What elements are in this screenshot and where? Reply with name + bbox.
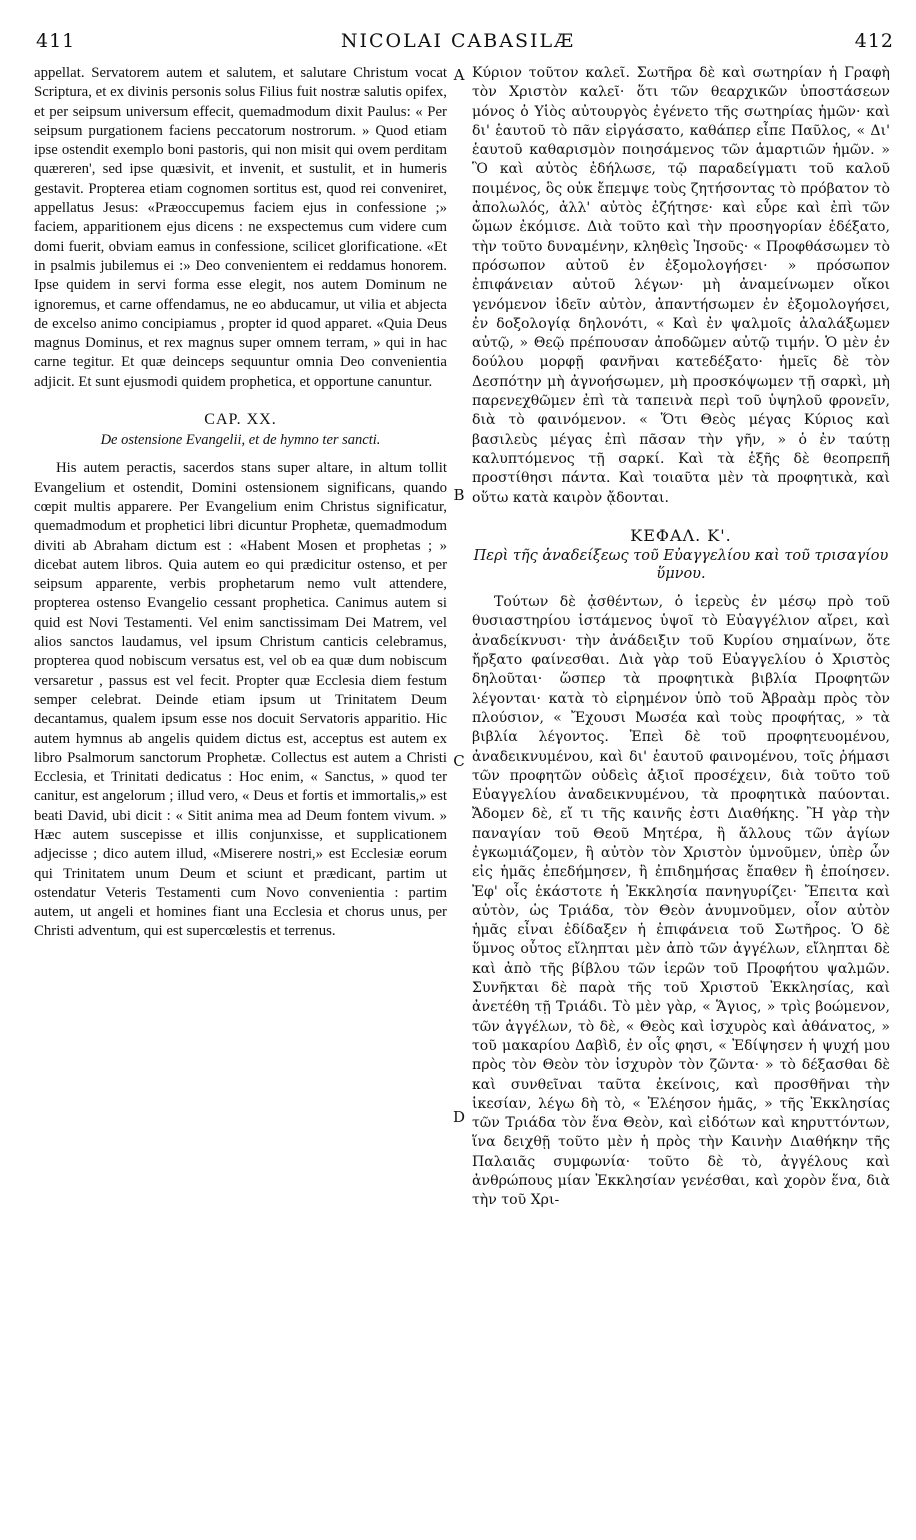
page-number-left: 411 [36,30,76,52]
latin-paragraph: appellat. Servatorem autem et salutem, et salutare Christum vocat Scriptura, et ex divinis personis solus Filius fuit nostræ salutis opifex, et per seipsum universum effecit, quemadmodum dixit Paulus: « Per seipsum purgationem faciens peccatorum nostrorum. » Quod etiam ipse ostendit exemplo boni pastoris, qui non misit qui ovem perditam quæreren', sed ipse quæsivit, et invenit, et sustulit, et in humeris gestavit. Propterea etiam cognomen sortitus est, quod rei conveniret, appellatus Jesus: «Præoccupemus faciem ejus in confessione ;» faciem, apparitionem ejus dicens : ne exspectemus cum videre cum domi fuerit, obviam eamus in confessione, scilicet glorificatione. «Et in psalmis jubilemus ei :» Deo convenientem ei reddamus honorem. Ipse quidem in servi forma esse elegit, nos autem Dominum ne ignoremus, et carne offendamus, ne eo abducamur, ut vilia et abjecta de excelso animo concipiamus , propter id quod apparet. «Quia Deus magnus Dominus, et rex magnus super omnem terram, » qui in hac carne tegitur. Et quæ deinceps sequuntur omnia Deo convenientia adjicit. Et sunt ejusmodi quidem prophetica, et opportune canuntur. [34,65,447,390]
greek-chapter-heading: ΚΕΦΑΛ. Κ'. [630,525,732,545]
margin-letter-b: B [453,486,465,504]
margin-letter-a: A [453,66,465,84]
margin-letter-d: D [452,1108,466,1126]
latin-paragraph: His autem peractis, sacerdos stans super altare, in altum tollit Evangelium et ostendit, Domini ostensionem significans, quando cœpit multis apparere. Per Evangelium enim Christus significatur, quemadmodum et prophetici libri dicuntur Prophetæ, quemadmodum diviti ab Abraham dictum est : «Habent Mosen et prophetas ; » dicebat autem libros. Quia autem eo qui prædicitur ostenso, et per seipsum apparente, verbis prophetarum nemo vult attendere, propterea ostenso Evangelio cessant prophetica. Canimus autem si quid est Novi Testamenti. Vel enim sanctissimam Dei Matrem, vel alios sanctos laudamus, vel ipsum Christum canticis celebramus, propterea quod nobiscum versatus est, vel ob ea quæ dum nobiscum versaretur , passus est vel fecit. Propter quæ Ecclesia diem festum semper celebrat. Deinde etiam ipsum ut Trinitatem Deum decantamus, qualem ipsum esse nos docuit Servatoris apparitio. Hic autem hymnus ab angelis quidem dictus est, acceptus est autem ex libro Psalmorum sanctorum Prophetæ. Collectus est autem a Christi Ecclesia, et Trinitati dedicatus : Hoc enim, « Sanctus, » quod ter canitur, est angelorum ; illud vero, « Deus et fortis et immortalis,» est beati David, ubi dicit : « Sitit anima mea ad Deum fontem vivum. » Hæc autem suscepisse et illis conjunxisse, et supplicationem adjecisse ; dico autem illud, «Miserere nostri,» est Ecclesiæ eorum qui Trinitatem unum Deum et sciunt et prædicant, partim ut ostendatur Veteris Testamenti cum Novo convenientia : partim autem, ut angeli et homines fiant una Ecclesia et chorus unus, per Christi adventum, qui est supercœlestis et terrenus. [34,460,447,940]
margin-letter-c: C [453,752,465,770]
latin-chapter-heading: CAP. XX. [204,411,277,429]
greek-paragraph: Τούτων δὲ ᾀσθέντων, ὁ ἱερεὺς ἐν μέσῳ πρὸ τοῦ θυσιαστηρίου ἱστάμενος ὑψοῖ τὸ Εὐαγγέλιον αἴρει, καὶ ἀναδείκνυσι· τὴν ἀνάδειξιν τοῦ Κυρίου σημαίνων, ὅτε ἤρξατο φαίνεσθαι. Διὰ γὰρ τοῦ Εὐαγγελίου ὁ Χριστὸς δηλοῦται· ὥσπερ τὰ προφητικὰ βιβλία Προφητῶν λέγονται· κατὰ τὸ εἰρημένον ὑπὸ τοῦ Ἀβραὰμ πρὸς τὸν πλούσιον, « Ἔχουσι Μωσέα καὶ τοὺς προφήτας, » τὰ βιβλία λέγοντος. Ἐπεὶ δὲ τοῦ προφητευομένου, ἀναδεικνυμένου, καὶ δι' ἑαυτοῦ φαινομένου, τοῖς ῥήμασι τῶν προφητῶν οὐδεὶς ἀξιοῖ προσέχειν, διὰ τοῦτο τοῦ Εὐαγγελίου ἀναδεικνυμένου, τὰ προφητικὰ παύονται. Ἄδομεν δὲ, εἴ τι τῆς καινῆς ἐστι Διαθήκης. Ἢ γὰρ τὴν παναγίαν τοῦ Θεοῦ Μητέρα, ἢ ἄλλους τῶν ἁγίων ἐγκωμιάζομεν, ἢ αὐτὸν τὸν Χριστὸν ὑμνοῦμεν, ὑπὲρ ὧν εἰς ἡμᾶς ἐπεδήμησεν, ἢ ἐπιδημήσας ἔπαθεν ἢ ἐποίησεν. Ἐφ' οἷς ἑκάστοτε ἡ Ἐκκλησία πανηγυρίζει· Ἔπειτα καὶ αὐτὸν, ὡς Τριάδα, τὸν Θεὸν ἀνυμνοῦμεν, οἷον αὐτὸν ἡμᾶς εἶναι ἐδίδαξεν ἡ ἐπιφάνεια τοῦ Σωτῆρος. Ὁ δὲ ὕμνος οὗτος εἴληπται μὲν ἀπὸ τῶν ἀγγέλων, εἴληπται δὲ καὶ ἀπὸ τῆς βίβλου τῶν ἱερῶν τοῦ Προφήτου ψαλμῶν. Συνῆκται δὲ παρὰ τῆς τοῦ Χριστοῦ Ἐκκλησίας, καὶ ἀνετέθη τῇ Τριάδι. Τὸ μὲν γὰρ, « Ἅγιος, » τρὶς βοώμενον, τῶν ἀγγέλων, τὸ δὲ, « Θεὸς καὶ ἰσχυρὸς καὶ ἀθάνατος, » τοῦ μακαρίου Δαβὶδ, ἐν οἷς φησι, « Ἐδίψησεν ἡ ψυχή μου πρὸς τὸν Θεὸν τὸν ἰσχυρὸν τὸν ζῶντα· » τὸ δέξασθαι δὲ καὶ συνθεῖναι ταῦτα ἐκείνοις, καὶ προσθῆναι τὴν ἱκεσίαν, λέγω δὴ τὸ, « Ἐλέησον ἡμᾶς, » τῆς Ἐκκλησίας τῶν Τριάδα τὸν ἕνα Θεὸν, καὶ εἰδότων καὶ κηρυττόντων, ἵνα δειχθῇ τοῦτο μὲν ἡ πρὸς τὴν Καινὴν Διαθήκην τῆς Παλαιᾶς συμφωνία· τοῦτο δὲ τὸ, ἀγγέλους καὶ ἀνθρώπους μίαν Ἐκκλησίαν γενέσθαι, καὶ χορὸν ἕνα, διὰ τὴν τοῦ Χρι- [472,594,890,1209]
page-number-right: 412 [854,30,894,52]
greek-paragraph: Κύριον τοῦτον καλεῖ. Σωτῆρα δὲ καὶ σωτηρίαν ἡ Γραφὴ τὸν Χριστὸν καλεῖ· ὅτι τῶν θεαρχικῶν ὑποστάσεων μόνος ὁ Υἱὸς αὐτουργὸς ἐγένετο τῆς σωτηρίας ἡμῶν· καὶ δι' ἑαυτοῦ τὸ πᾶν εἰργάσατο, καθάπερ εἶπε Παῦλος, « Δι' ἑαυτοῦ καθαρισμὸν ποιησάμενος τῶν ἁμαρτιῶν ἡμῶν. » Ὃ καὶ αὐτὸς ἐδήλωσε, τῷ παραδείγματι τοῦ καλοῦ ποιμένος, ὃς οὐκ ἔπεμψε τοὺς ζητήσοντας τὸ πρόβατον τὸ ἀπολωλός, ἀλλ' αὐτὸς ἐζήτησε· καὶ εὗρε καὶ ἐπὶ τῶν ὤμων ἐκόμισε. Διὰ τοῦτο καὶ τὴν προσηγορίαν ἐδέξατο, τὴν τοῦτο δυναμένην, κληθεὶς Ἰησοῦς· « Προφθάσωμεν τὸ πρόσωπον αὐτοῦ ἐν ἐξομολογήσει· » πρόσωπον ἐπιφάνειαν αὐτοῦ λέγων· μὴ ἀναμείνωμεν οἴκοι γενόμενον ἰδεῖν αὐτὸν, ἀπαντήσωμεν ἐν ἐξομολογήσει, ἐν δοξολογίᾳ δηλονότι, « Καὶ ἐν ψαλμοῖς ἀλαλάξωμεν αὐτῷ, » Θεῷ πρέπουσαν ἀποδῶμεν αὐτῷ τιμήν. Ὁ μὲν ἐν δούλου μορφῇ φανῆναι κατεδέξατο· ἡμεῖς δὲ τὸν Δεσπότην μὴ ἀγνοήσωμεν, μὴ προσκόψωμεν τῇ σαρκὶ, μὴ παρενεχθῶμεν ἐπὶ τὰ ταπεινὰ περὶ τοῦ ὑψηλοῦ φρονεῖν, διὰ τὸ φαινόμενον. « Ὅτι Θεὸς μέγας Κύριος καὶ βασιλεὺς μέγας ἐπὶ πᾶσαν τὴν γῆν, » ὁ ἐν ταύτῃ καλυπτόμενος τῇ σαρκί. Καὶ τὰ ἑξῆς δὲ θεοπρεπῆ προστίθησι πάντα. Καὶ τοιαῦτα μὲν τὰ προφητικὰ, καὶ οὕτω κατὰ καιρὸν ᾄδονται. [472,65,890,506]
running-header [0,30,916,60]
latin-column [34,64,447,1524]
running-title: NICOLAI CABASILÆ [340,30,576,52]
greek-column [472,64,890,1524]
latin-chapter-subtitle: De ostensione Evangelii, et de hymno ter sancti. [100,432,381,449]
greek-chapter-subtitle: Περὶ τῆς ἀναδείξεως τοῦ Εὐαγγελίου καὶ τοῦ τρισαγίου ὕμνου. [473,548,889,583]
